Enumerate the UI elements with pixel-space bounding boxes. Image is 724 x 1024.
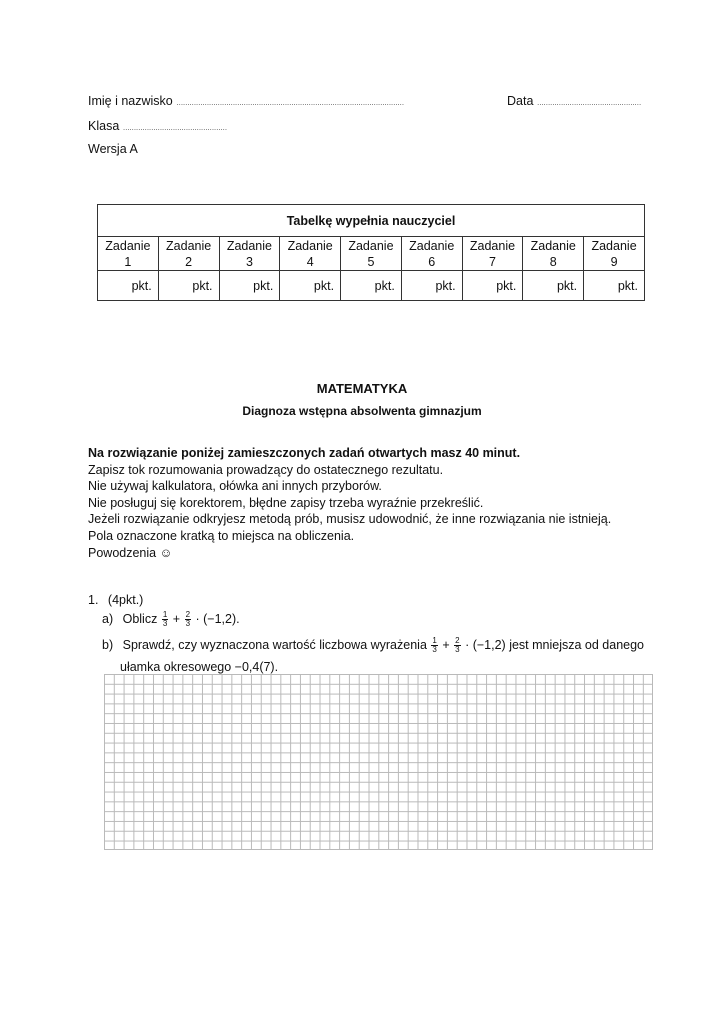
instruction-time: Na rozwiązanie poniżej zamieszczonych zadań otwartych masz 40 minut. — [88, 446, 521, 460]
task1a: a) Oblicz $\frac{1}{3}$ + $\frac{2}{3}$ · (−1,2). — [102, 610, 240, 628]
class-label: Klasa — [88, 119, 120, 133]
task-header: Zadanie 4 — [280, 237, 341, 271]
fraction-two-thirds: $\frac{2}{3}$ — [185, 610, 191, 628]
points-cell[interactable]: pkt. — [158, 271, 219, 301]
version-label: Wersja A — [88, 142, 138, 156]
task1b-text-after: jest mniejsza od danego — [509, 637, 644, 652]
task-header: Zadanie 3 — [219, 237, 280, 271]
task1a-text: Oblicz — [122, 611, 158, 626]
instruction-line: Pola oznaczone kratką to miejsca na obliczenia. — [88, 528, 355, 543]
task-header: Zadanie 5 — [341, 237, 402, 271]
fraction-one-third: $\frac{1}{3}$ — [162, 610, 168, 628]
points-cell[interactable]: pkt. — [401, 271, 462, 301]
task-header-row — [98, 237, 645, 271]
instruction-line: Jeżeli rozwiązanie odkryjesz metodą prób, musisz udowodnić, że inne rozwiązania nie istnieją. — [88, 512, 612, 527]
points-cell[interactable]: pkt. — [280, 271, 341, 301]
date-dots: ………………………………………… — [536, 100, 641, 107]
date-label: Data — [507, 94, 534, 108]
points-cell[interactable]: pkt. — [462, 271, 523, 301]
points-cell[interactable]: pkt. — [341, 271, 402, 301]
instruction-line: Zapisz tok rozumowania prowadzący do ostatecznego rezultatu. — [88, 462, 444, 477]
page-title: MATEMATYKA — [316, 381, 408, 396]
points-cell[interactable]: pkt. — [584, 271, 645, 301]
task1b-label: b) — [102, 637, 114, 652]
points-cell[interactable]: pkt. — [523, 271, 584, 301]
task1-number: 1. — [88, 593, 99, 607]
calculation-grid[interactable] — [104, 674, 653, 850]
task1b-line2: ułamka okresowego −0,4(7). — [120, 660, 279, 674]
task-header: Zadanie 6 — [401, 237, 462, 271]
task-header: Zadanie 1 — [98, 237, 159, 271]
score-table — [97, 204, 645, 301]
fraction-two-thirds: $\frac{2}{3}$ — [455, 636, 460, 654]
task1b-text: Sprawdź, czy wyznaczona wartość liczbowa wyrażenia — [122, 637, 427, 652]
task-header: Zadanie 8 — [523, 237, 584, 271]
page-subtitle: Diagnoza wstępna absolwenta gimnazjum — [242, 404, 482, 418]
name-line[interactable] — [88, 94, 404, 108]
instructions — [88, 445, 611, 561]
task1b — [102, 637, 644, 654]
task1-heading — [88, 593, 143, 607]
score-table-title: Tabelkę wypełnia nauczyciel — [98, 205, 645, 237]
task1-points: (4pkt.) — [107, 593, 144, 607]
class-dots: ………………………………………… — [122, 125, 227, 132]
points-row — [98, 271, 645, 301]
date-line[interactable] — [507, 94, 641, 108]
plus-sign: + — [172, 611, 181, 626]
instruction-closing: Powodzenia ☺ — [88, 545, 173, 560]
task-header: Zadanie 2 — [158, 237, 219, 271]
instruction-line: Nie posługuj się korektorem, błędne zapisy trzeba wyraźnie przekreślić. — [88, 495, 484, 510]
instruction-line: Nie używaj kalkulatora, ołówka ani innych przyborów. — [88, 479, 382, 494]
points-cell[interactable]: pkt. — [98, 271, 159, 301]
task-header: Zadanie 7 — [462, 237, 523, 271]
expr-tail: · (−1,2) — [465, 637, 506, 652]
name-label: Imię i nazwisko — [88, 94, 173, 108]
task1a-label: a) — [102, 611, 114, 626]
name-dots: …………………………………………………………………………………………… — [176, 100, 404, 107]
task-header: Zadanie 9 — [584, 237, 645, 271]
points-cell[interactable]: pkt. — [219, 271, 280, 301]
expr-tail: · (−1,2) — [195, 611, 237, 626]
plus-sign: + — [442, 637, 450, 652]
fraction-one-third: $\frac{1}{3}$ — [432, 636, 437, 654]
class-line[interactable] — [88, 119, 227, 133]
